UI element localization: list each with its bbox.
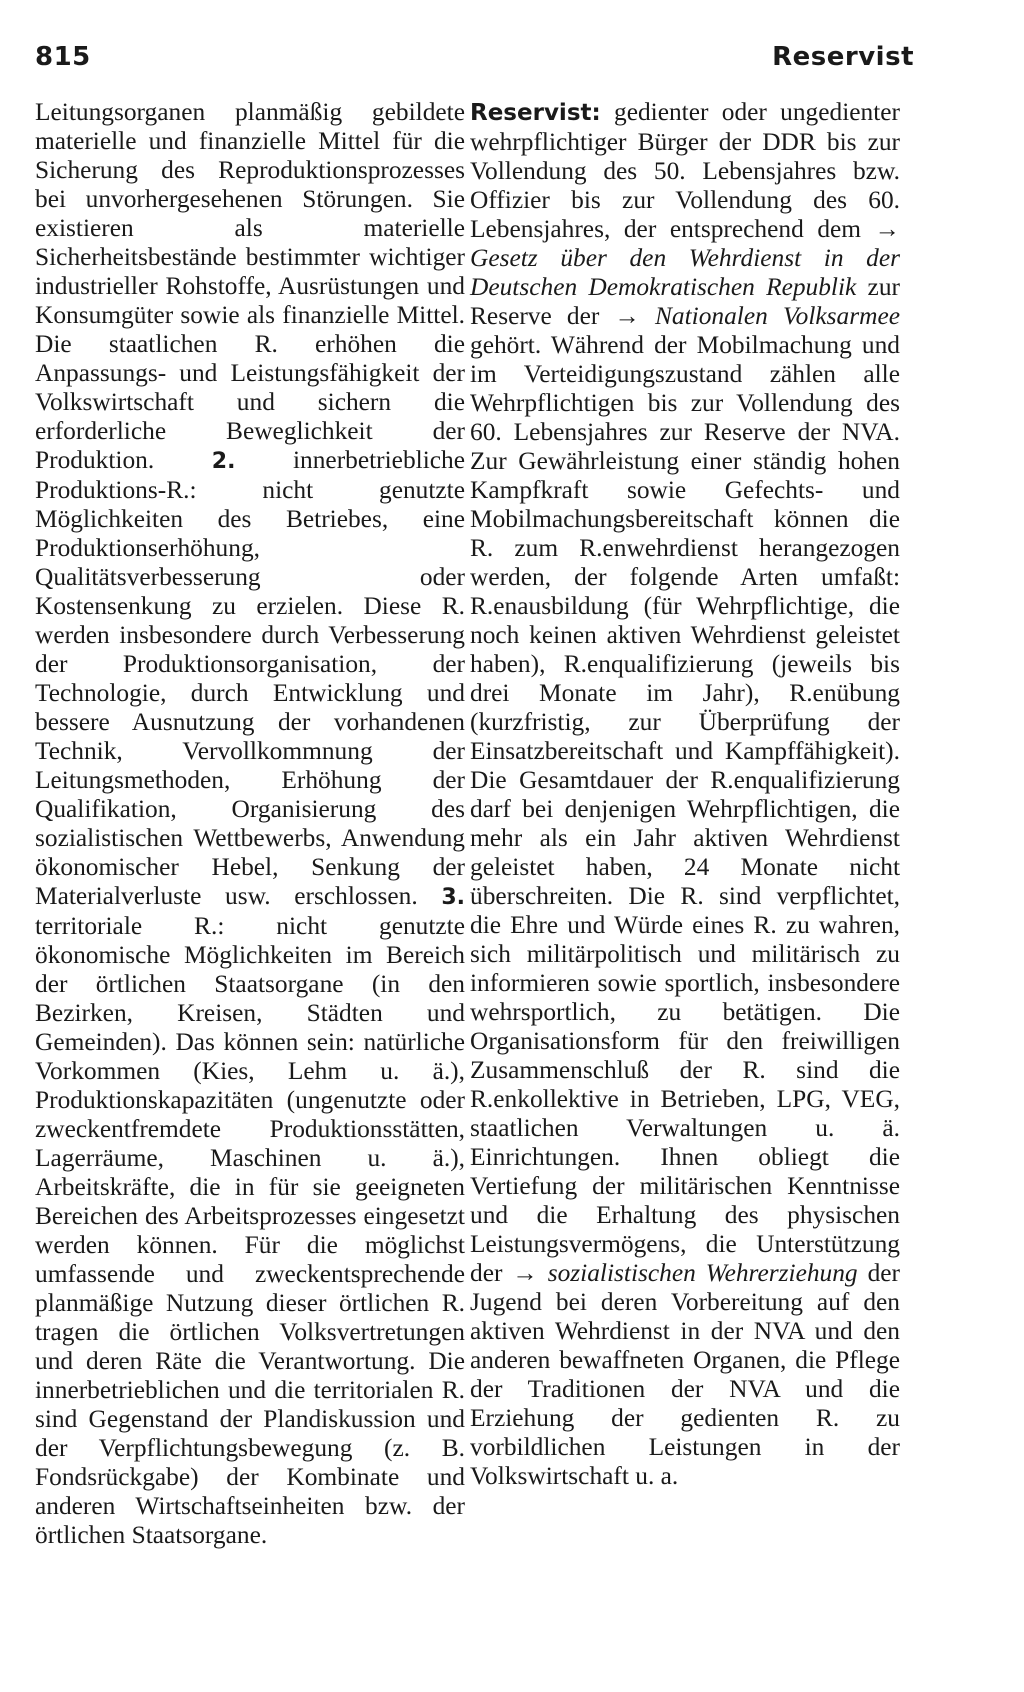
entry-continuation	[35, 98, 465, 1550]
right-text-3: gehört. Während der Mobilmachung und im Verteidigungszustand zählen alle Wehrpflichtigen bis zur Vollendung des 60. Lebensjahres zur Reserve der NVA. Zur Gewährleistung einer ständig hohen Kampfkraft sowie Gefechts- und Mobilmachungsbereitschaft können die R. zum R.enwehrdienst herangezogen werden, der folgende Arten umfaßt: R.enausbildung (für Wehrpflichtige, die noch keinen aktiven Wehrdienst geleistet haben), R.enqualifizierung (jeweils bis drei Monate im Jahr), R.enübung (kurzfristig, zur Überprüfung der Einsatzbereitschaft und Kampffähigkeit). Die Gesamtdauer der R.enqualifizierung darf bei denjenigen Wehrpflichtigen, die mehr als ein Jahr aktiven Wehrdienst geleistet haben, 24 Monate nicht überschreiten. Die R. sind verpflichtet, die Ehre und Würde eines R. zu wahren, sich militärpolitisch und militärisch zu informieren sowie sportlich, insbesondere wehrsportlich, zu betätigen. Die Organisationsform für den freiwilligen Zusammenschluß der R. sind die R.enkollektive in Betrieben, LPG, VEG, staatlichen Verwaltungen u. ä. Einrichtungen. Ihnen obliegt die Vertiefung der militärischen Kenntnisse und die Erhaltung des physischen Leistungsvermögens, die Unterstützung der	[470, 331, 900, 1287]
entry-reservist	[470, 98, 900, 1491]
cross-reference-arrow-icon: →	[512, 1259, 538, 1287]
section-number-3: 3.	[441, 885, 465, 910]
left-column	[35, 98, 465, 1550]
entry-headword: Reservist:	[470, 100, 601, 126]
right-text-4: der Jugend bei deren Vorbereitung auf den aktiven Wehrdienst in der NVA und den anderen bewaffneten Organen, die Pflege der Traditionen der NVA und die Erziehung der gedienten R. zu vorbildlichen Leistungen in der Volkswirtschaft u. a.	[470, 1259, 900, 1490]
right-text-2: zur Reserve der	[470, 273, 900, 330]
cross-reference-nva[interactable]: Nationalen Volksarmee	[639, 302, 900, 330]
right-column	[470, 98, 900, 1491]
cross-reference-gesetz[interactable]: Gesetz über den Wehrdienst in der Deutschen Demokratischen Republik	[470, 244, 900, 301]
cross-reference-arrow-icon: →	[614, 302, 640, 330]
right-text-1: gedienter oder ungedienter wehrpflichtiger Bürger der DDR bis zur Vollendung des 50. Lebensjahres bzw. Offizier bis zur Vollendung des 60. Lebensjahres, der entsprechend dem	[470, 98, 900, 243]
left-text-3: territoriale R.: nicht genutzte ökonomische Möglichkeiten im Bereich der örtlichen Staatsorgane (in den Bezirken, Kreisen, Städten und Gemeinden). Das können sein: natürliche Vorkommen (Kies, Lehm u. ä.), Produktionskapazitäten (ungenutzte oder zweckentfremdete Produktionsstätten, Lagerräume, Maschinen u. ä.), Arbeitskräfte, die in für sie geeigneten Bereichen des Arbeitsprozesses eingesetzt werden können. Für die möglichst umfassende und zweckentsprechende planmäßige Nutzung dieser örtlichen R. tragen die örtlichen Volksvertretungen und deren Räte die Verantwortung. Die innerbetrieblichen und die territorialen R. sind Gegenstand der Plandiskussion und der Verpflichtungsbewegung (z. B. Fondsrückgabe) der Kombinate und anderen Wirtschaftseinheiten bzw. der örtlichen Staatsorgane.	[35, 912, 465, 1549]
page-number: 815	[35, 42, 91, 72]
cross-reference-wehrerziehung[interactable]: sozialistischen Wehrerziehung	[537, 1259, 858, 1287]
running-head: Reservist	[772, 42, 914, 72]
section-number-2: 2.	[211, 449, 236, 474]
left-text-1: Leitungsorganen planmäßig gebildete materielle und finanzielle Mittel für die Sicherung des Reproduktionsprozesses bei unvorhergesehenen Störungen. Sie existieren als materielle Sicherheitsbestände bestimmter wichtiger industrieller Rohstoffe, Ausrüstungen und Konsumgüter sowie als finanzielle Mittel. Die staatlichen R. erhöhen die Anpassungs- und Leistungsfähigkeit der Volkswirtschaft und sichern die erforderliche Beweglichkeit der Produktion.	[35, 98, 465, 474]
left-text-2: innerbetriebliche Produktions-R.: nicht genutzte Möglichkeiten des Betriebes, eine Produktionserhöhung, Qualitätsverbesserung oder Kostensenkung zu erzielen. Diese R. werden insbesondere durch Verbesserung der Produktionsorganisation, der Technologie, durch Entwicklung und bessere Ausnutzung der vorhandenen Technik, Vervollkommnung der Leitungsmethoden, Erhöhung der Qualifikation, Organisierung des sozialistischen Wettbewerbs, Anwendung ökonomischer Hebel, Senkung der Materialverluste usw. erschlossen.	[35, 446, 465, 910]
cross-reference-arrow-icon: →	[874, 215, 900, 243]
